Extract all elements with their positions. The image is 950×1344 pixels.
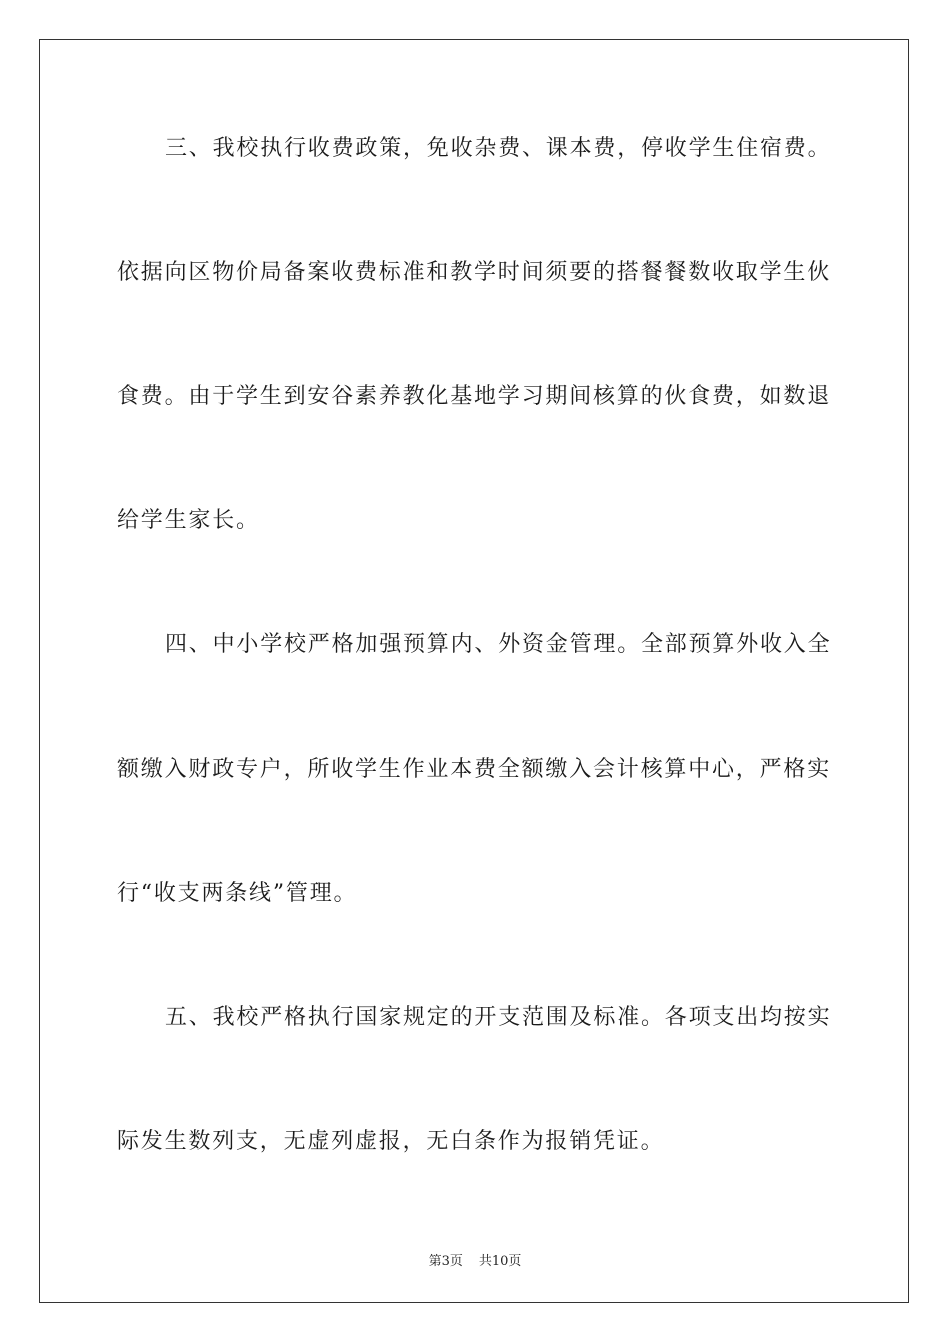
paragraph-3-line-4: 给学生家长。 [117, 508, 260, 533]
paragraph-4-line-1: 四、中小学校严格加强预算内、外资金管理。全部预算外收入全 [165, 632, 832, 657]
page-total: 共10页 [478, 1254, 522, 1269]
page-number: 第3页 [428, 1254, 463, 1269]
paragraph-5-line-1: 五、我校严格执行国家规定的开支范围及标准。各项支出均按实 [165, 1005, 832, 1030]
paragraph-3-line-3: 食费。由于学生到安谷素养教化基地学习期间核算的伙食费，如数退 [117, 384, 832, 409]
paragraph-4-line-2: 额缴入财政专户，所收学生作业本费全额缴入会计核算中心，严格实 [117, 757, 832, 782]
page-footer [0, 1250, 950, 1269]
page-border [39, 39, 909, 1303]
paragraph-3-line-2: 依据向区物价局备案收费标准和教学时间须要的搭餐餐数收取学生伙 [117, 260, 832, 285]
paragraph-5-line-2: 际发生数列支，无虚列虚报，无白条作为报销凭证。 [117, 1129, 665, 1154]
paragraph-3-line-1: 三、我校执行收费政策，免收杂费、课本费，停收学生住宿费。 [165, 136, 832, 161]
paragraph-4-line-3: 行“收支两条线”管理。 [117, 881, 358, 906]
